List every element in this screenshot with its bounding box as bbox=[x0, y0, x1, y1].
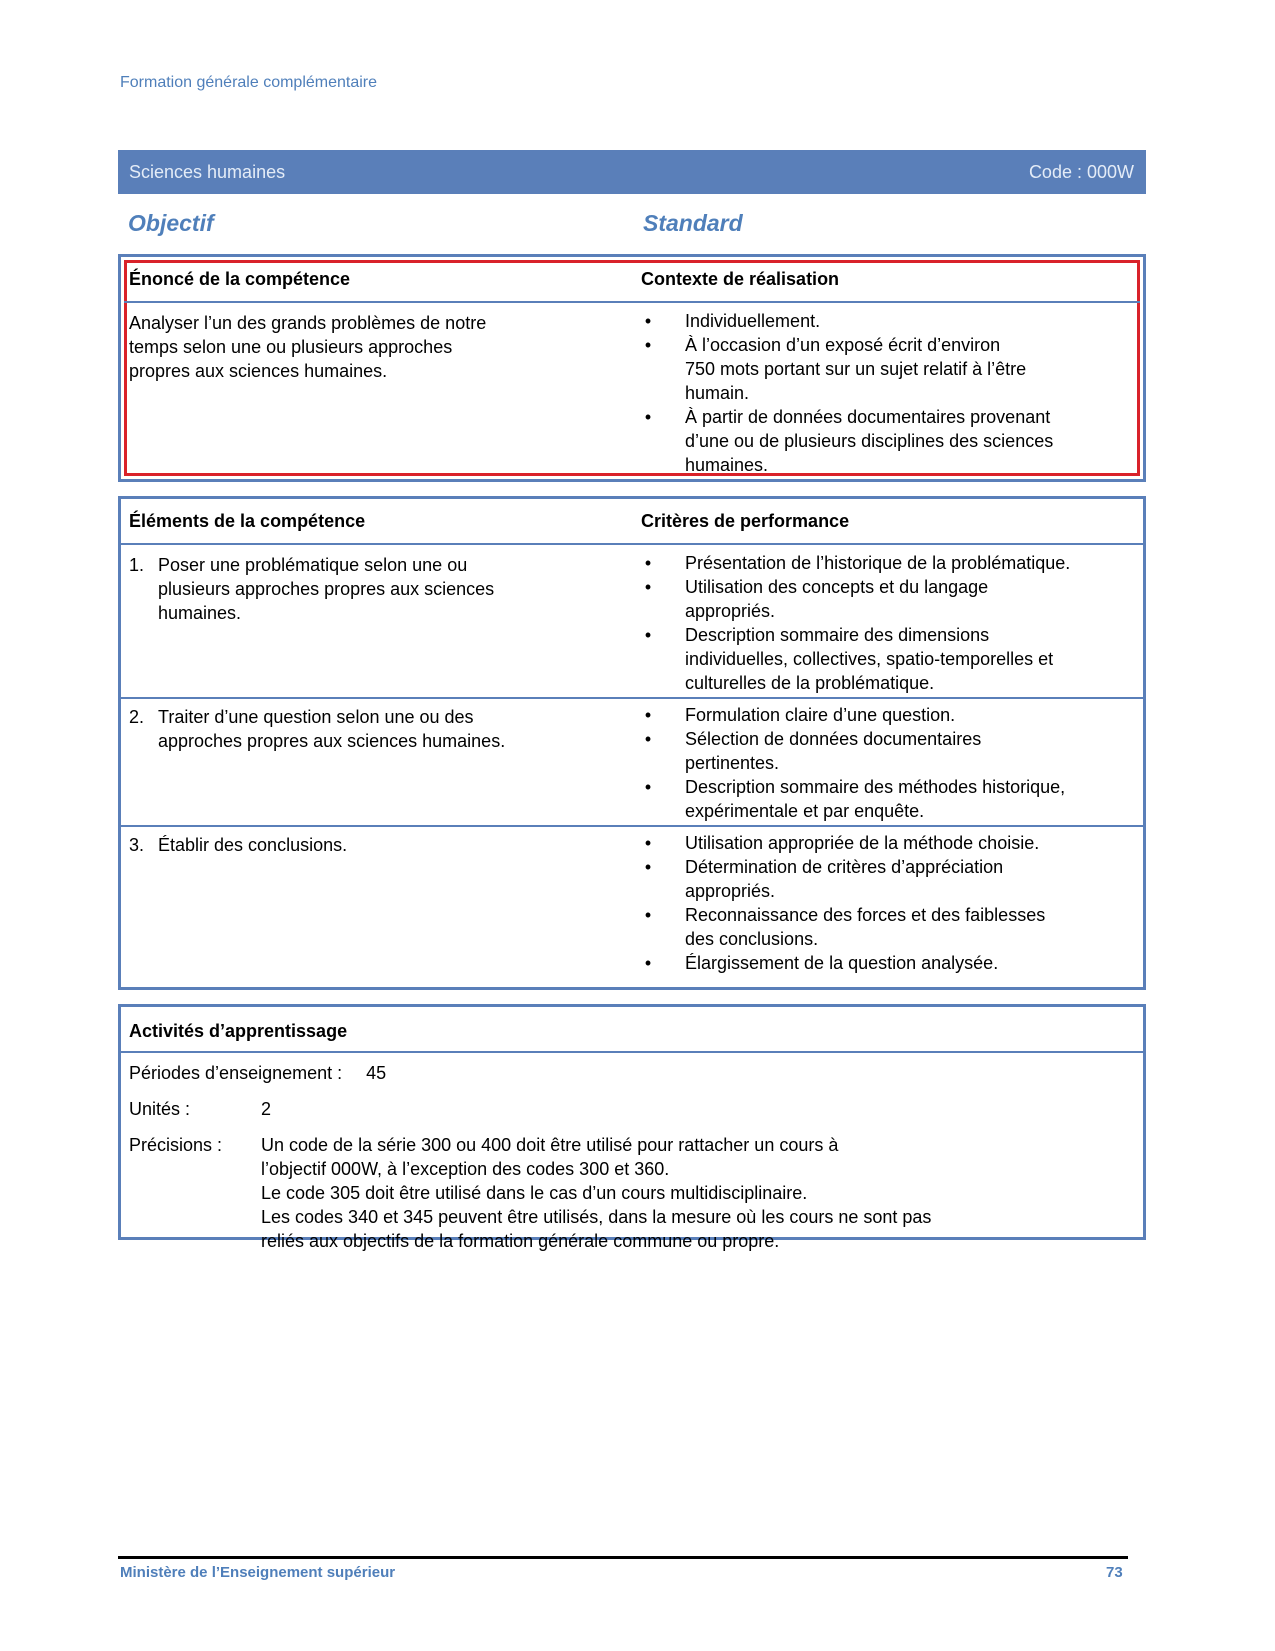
list-item: • Formulation claire d’une question. bbox=[644, 705, 956, 725]
criteria-list-1 bbox=[641, 551, 1136, 695]
activities-header: Activités d’apprentissage bbox=[129, 1021, 348, 1041]
list-item: • Présentation de l’historique de la problématique. bbox=[644, 553, 1071, 573]
enonce-header: Énoncé de la compétence bbox=[129, 269, 351, 289]
divider bbox=[121, 697, 1143, 699]
competence-table bbox=[118, 254, 1146, 482]
elements-header: Éléments de la compétence bbox=[129, 511, 366, 531]
list-item: • Sélection de données documentaires pertinentes. bbox=[644, 729, 982, 773]
precisions-label: Précisions : bbox=[129, 1135, 223, 1155]
elements-table bbox=[118, 496, 1146, 990]
criteria-header: Critères de performance bbox=[641, 511, 850, 531]
contexte-header: Contexte de réalisation bbox=[641, 269, 840, 289]
units-value: 2 bbox=[261, 1099, 272, 1119]
periods-value: 45 bbox=[366, 1063, 387, 1083]
list-item: • Détermination de critères d’appréciation appropriés. bbox=[644, 857, 1004, 901]
standard-label: Standard bbox=[643, 210, 743, 236]
activities-table bbox=[118, 1004, 1146, 1251]
divider bbox=[121, 1051, 1143, 1053]
page-number: 73 bbox=[1106, 1564, 1123, 1581]
course-code: Code : 000W bbox=[1028, 161, 1134, 182]
list-item: • Utilisation appropriée de la méthode choisie. bbox=[644, 833, 1040, 853]
list-item: • Individuellement. bbox=[644, 311, 821, 331]
objectif-label: Objectif bbox=[128, 210, 214, 236]
divider bbox=[124, 301, 1140, 303]
periods-row bbox=[129, 1061, 386, 1085]
document-header: Formation générale complémentaire bbox=[120, 74, 378, 91]
title-bar bbox=[118, 150, 1146, 194]
list-item: • Utilisation des concepts et du langage appropriés. bbox=[644, 577, 989, 621]
list-item: • À partir de données documentaires provenant d’une ou de plusieurs disciplines des sciences humaines. bbox=[644, 407, 1054, 475]
units-row bbox=[129, 1097, 190, 1121]
divider bbox=[121, 825, 1143, 827]
list-item: • Description sommaire des méthodes historique, expérimentale et par enquête. bbox=[644, 777, 1066, 821]
criteria-list-3 bbox=[641, 831, 1136, 975]
list-item: • Reconnaissance des forces et des faiblesses des conclusions. bbox=[644, 905, 1046, 949]
footer-ministry: Ministère de l’Enseignement supérieur bbox=[120, 1564, 396, 1581]
enonce-text: Analyser l’un des grands problèmes de notre temps selon une ou plusieurs approches propres aux sciences humaines. bbox=[129, 313, 487, 381]
footer-rule bbox=[118, 1556, 1128, 1559]
list-item: • Description sommaire des dimensions individuelles, collectives, spatio-temporelles et culturelles de la problématique. bbox=[644, 625, 1054, 693]
contexte-list bbox=[641, 309, 1131, 477]
divider bbox=[121, 543, 1143, 545]
periods-label: Périodes d’enseignement : bbox=[129, 1063, 343, 1083]
subject-title: Sciences humaines bbox=[129, 161, 286, 182]
list-item: • À l’occasion d’un exposé écrit d’environ 750 mots portant sur un sujet relatif à l’être humain. bbox=[644, 335, 1027, 403]
units-label: Unités : bbox=[129, 1099, 191, 1119]
element-2: 2. Traiter d’une question selon une ou des approches propres aux sciences humaines. bbox=[129, 707, 506, 751]
list-item: • Élargissement de la question analysée. bbox=[644, 953, 999, 973]
element-3: 3. Établir des conclusions. bbox=[129, 835, 348, 855]
element-1: 1. Poser une problématique selon une ou plusieurs approches propres aux sciences humaines. bbox=[129, 555, 495, 623]
criteria-list-2 bbox=[641, 703, 1136, 823]
precisions-text: Un code de la série 300 ou 400 doit être utilisé pour rattacher un cours à l’objectif 000W, à l’exception des codes 300 et 360. Le code 305 doit être utilisé dans le cas d’un cours multidisciplinaire. Les codes 340 et 345 peuvent être utilisés, dans la mesure où les cours ne sont pas reliés aux objectifs de la formation générale commune ou propre. bbox=[261, 1135, 932, 1251]
